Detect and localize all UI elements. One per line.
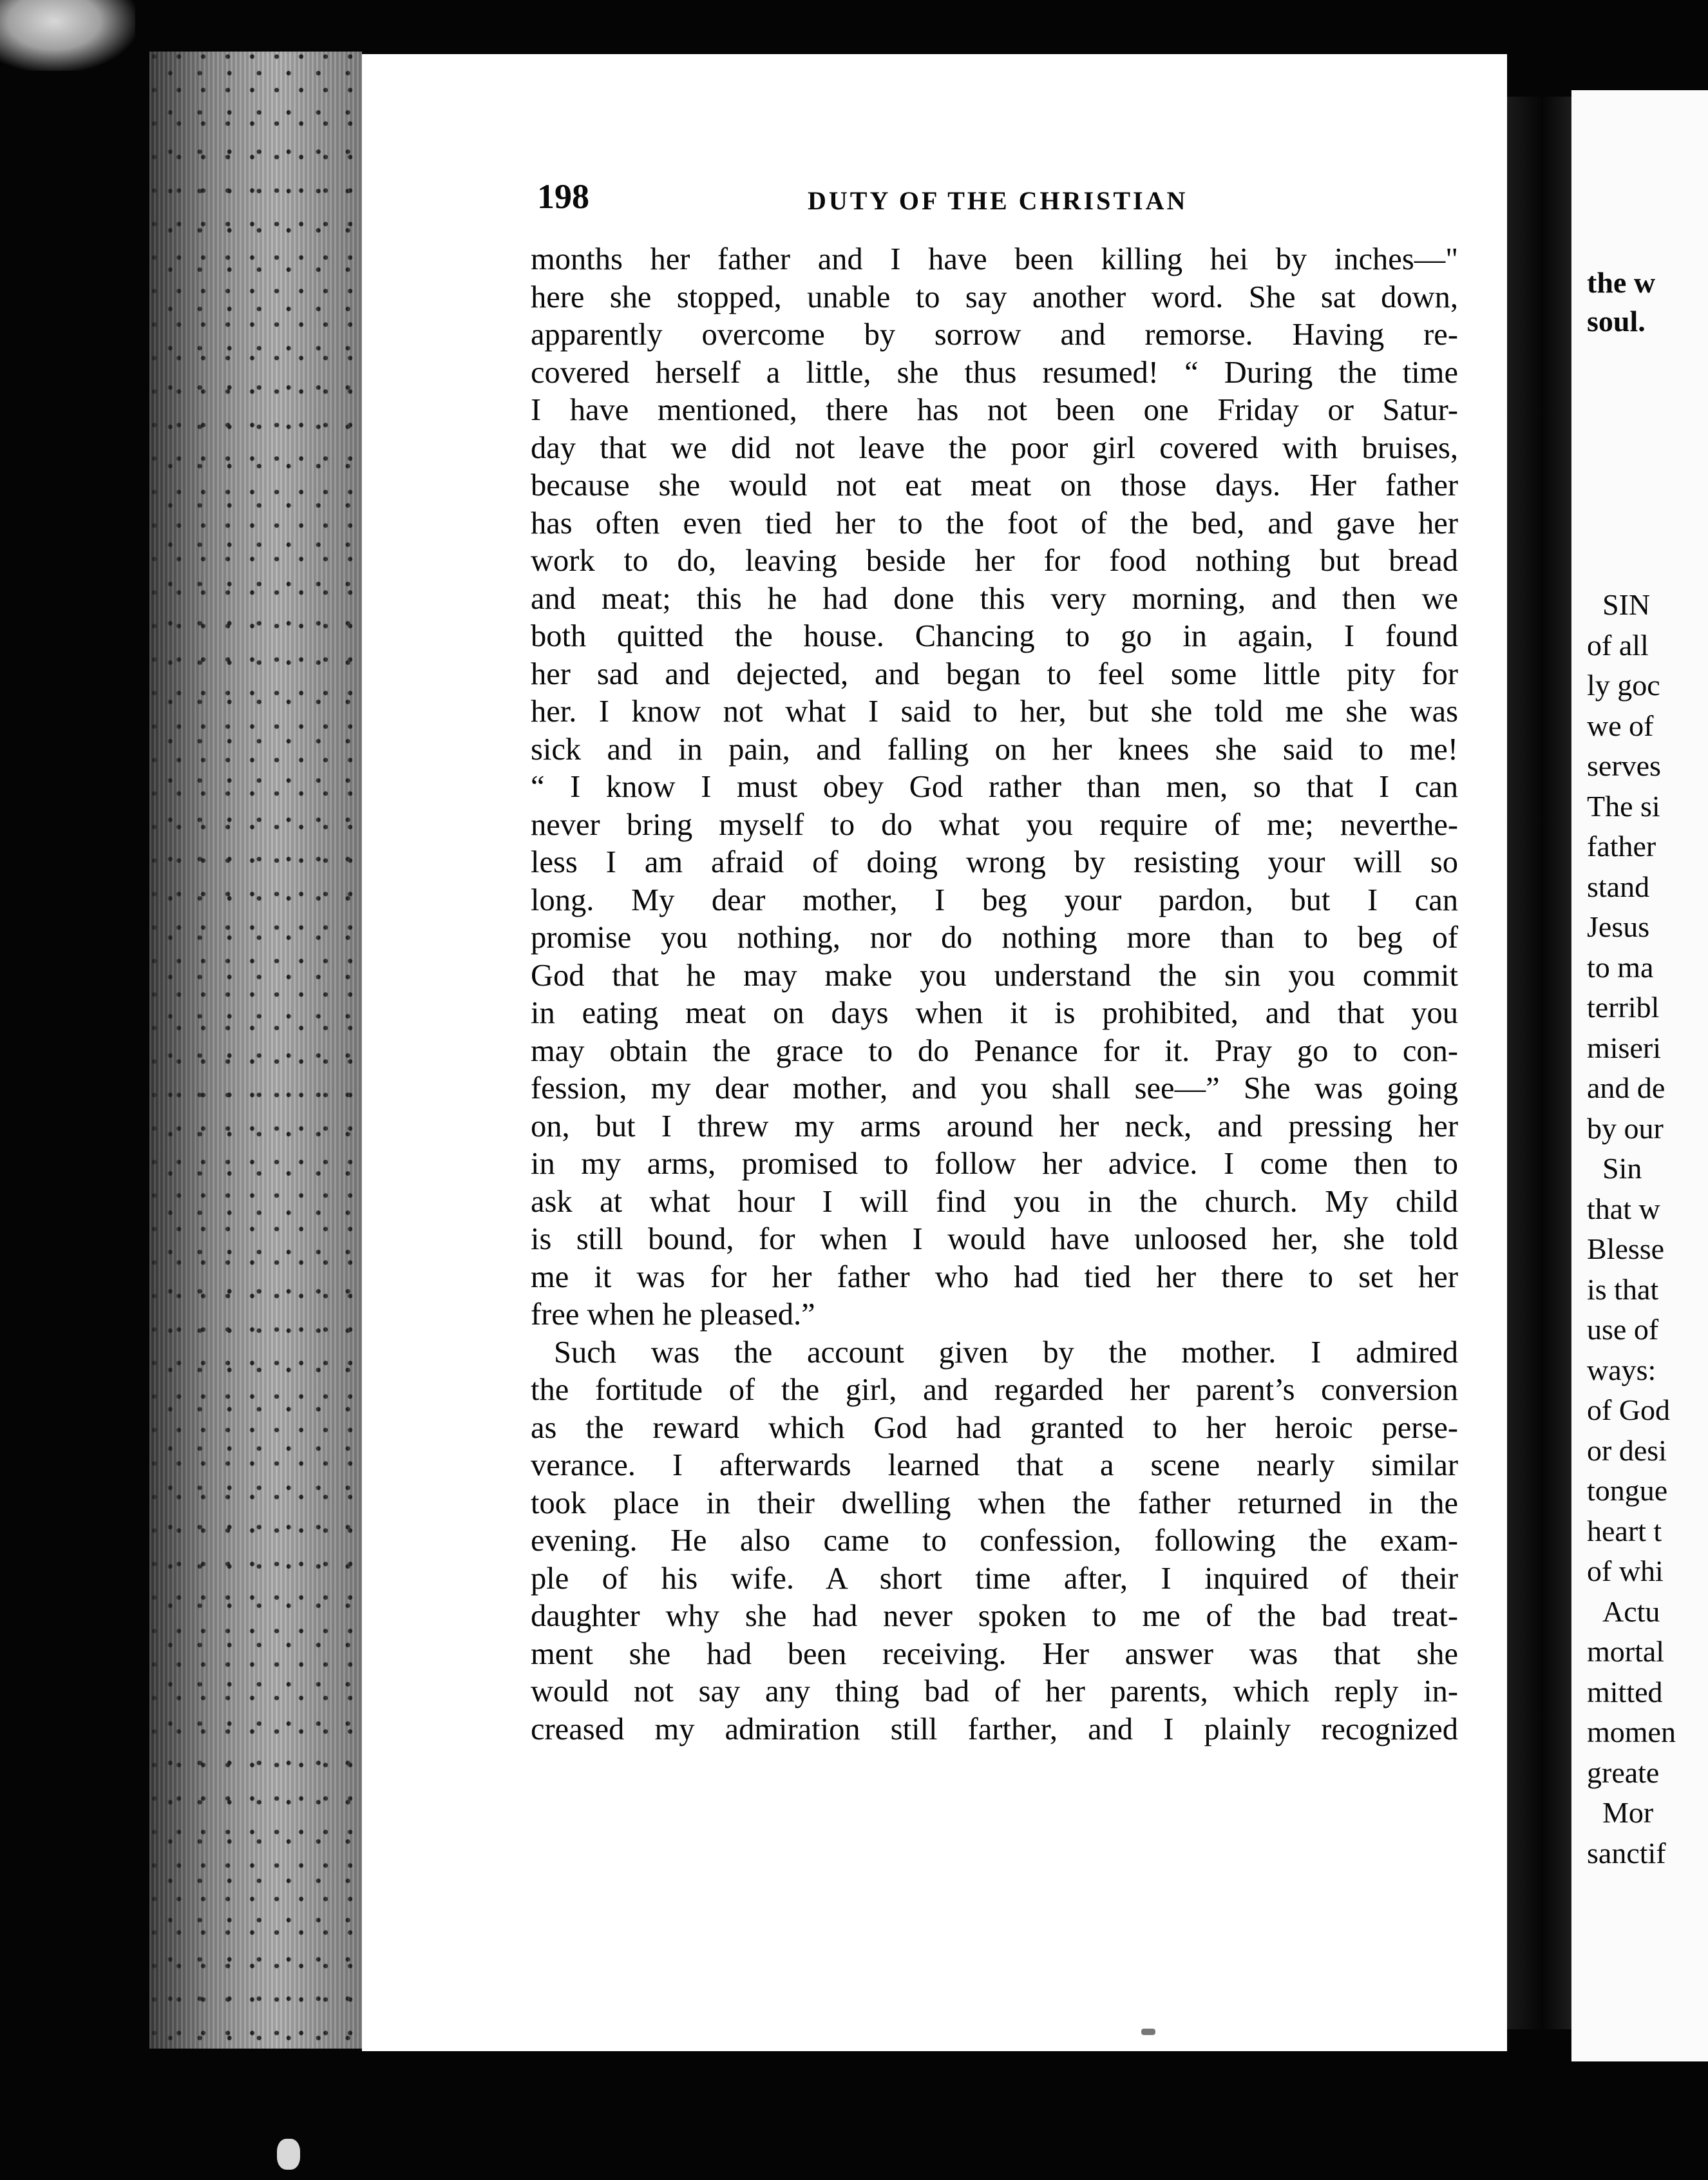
- text-line: promise you nothing, nor do nothing more than to beg of: [531, 921, 1458, 955]
- text-line: God that he may make you understand the sin you commit: [531, 958, 1458, 993]
- text-line: has often even tied her to the foot of the bed, and gave her: [531, 506, 1458, 540]
- text-line: the fortitude of the girl, and regarded her parent’s conversion: [531, 1373, 1458, 1407]
- adjacent-text-fragment: mortal: [1587, 1635, 1665, 1668]
- text-line: is still bound, for when I would have unloosed her, she told: [531, 1222, 1458, 1256]
- text-line: sick and in pain, and falling on her knees she said to me!: [531, 732, 1458, 767]
- adjacent-text-fragment: momen: [1587, 1716, 1676, 1748]
- adjacent-text-fragment: The si: [1587, 789, 1660, 823]
- text-line: me it was for her father who had tied her there to set her: [531, 1259, 1458, 1294]
- page-number: 198: [537, 177, 589, 216]
- adjacent-page-fragment: [1571, 90, 1708, 2061]
- adjacent-text-fragment: tongue: [1587, 1474, 1668, 1507]
- text-line: ask at what hour I will find you in the church. My child: [531, 1184, 1458, 1219]
- adjacent-text-fragment: sanctif: [1587, 1836, 1666, 1869]
- page-header: [537, 177, 1378, 234]
- adjacent-text-fragment: use of: [1587, 1313, 1659, 1346]
- text-line: both quitted the house. Chancing to go in again, I found: [531, 619, 1458, 653]
- text-line: day that we did not leave the poor girl covered with bruises,: [531, 430, 1458, 465]
- adjacent-text-fragment: Mor: [1602, 1796, 1654, 1829]
- text-line: in my arms, promised to follow her advice. I come then to: [531, 1147, 1458, 1181]
- adjacent-text-fragment: or desi: [1587, 1433, 1667, 1467]
- text-line: took place in their dwelling when the father returned in the: [531, 1486, 1458, 1520]
- adjacent-text-fragment: SIN: [1602, 588, 1651, 621]
- text-line: would not say any thing bad of her parents, which reply in-: [531, 1674, 1458, 1708]
- adjacent-text-fragment: mitted: [1587, 1675, 1663, 1708]
- book-spine-shadow: [1507, 97, 1571, 2029]
- text-line: never bring myself to do what you require of me; neverthe-: [531, 807, 1458, 842]
- adjacent-text-fragment: and de: [1587, 1071, 1665, 1104]
- text-line: ple of his wife. A short time after, I inquired of their: [531, 1561, 1458, 1596]
- adjacent-text-fragment: by our: [1587, 1111, 1664, 1145]
- text-line: Such was the account given by the mother. I admired: [554, 1335, 1458, 1370]
- text-line: free when he pleased.”: [531, 1297, 815, 1332]
- adjacent-text-fragment: of whi: [1587, 1554, 1664, 1587]
- adjacent-text-fragment: Jesus: [1587, 910, 1650, 943]
- adjacent-text-fragment: serves: [1587, 749, 1661, 782]
- adjacent-text-fragment: ways:: [1587, 1353, 1656, 1386]
- text-line: here she stopped, unable to say another word. She sat down,: [531, 280, 1458, 314]
- text-line: evening. He also came to confession, following the exam-: [531, 1524, 1458, 1558]
- adjacent-text-fragment: of God: [1587, 1393, 1671, 1426]
- text-line: on, but I threw my arms around her neck, and pressing her: [531, 1109, 1458, 1143]
- adjacent-text-fragment: terribl: [1587, 991, 1660, 1024]
- text-line: as the reward which God had granted to her heroic perse-: [531, 1410, 1458, 1445]
- text-line: work to do, leaving beside her for food nothing but bread: [531, 544, 1458, 578]
- adjacent-text-fragment: we of: [1587, 709, 1654, 742]
- text-line: fession, my dear mother, and you shall see—” She was going: [531, 1071, 1458, 1105]
- text-line: creased my admiration still farther, and I plainly recognized: [531, 1712, 1458, 1746]
- text-line: her. I know not what I said to her, but she told me she was: [531, 694, 1458, 729]
- book-page-198: [362, 54, 1507, 2051]
- adjacent-text-fragment: the w: [1587, 266, 1656, 299]
- text-line: less I am afraid of doing wrong by resisting your will so: [531, 845, 1458, 879]
- adjacent-text-fragment: Sin: [1602, 1152, 1642, 1185]
- book-page-edges: [149, 52, 362, 2049]
- text-line: because she would not eat meat on those days. Her father: [531, 468, 1458, 502]
- text-line: I have mentioned, there has not been one Friday or Satur-: [531, 393, 1458, 427]
- text-line: in eating meat on days when it is prohibited, and that you: [531, 996, 1458, 1030]
- text-line: covered herself a little, she thus resumed! “ During the time: [531, 355, 1458, 390]
- adjacent-text-fragment: ly goc: [1587, 669, 1660, 702]
- adjacent-text-fragment: stand: [1587, 870, 1650, 903]
- text-line: ment she had been receiving. Her answer was that she: [531, 1636, 1458, 1671]
- adjacent-text-fragment: miseri: [1587, 1031, 1661, 1064]
- adjacent-text-fragment: soul.: [1587, 305, 1646, 338]
- adjacent-text-fragment: of all: [1587, 628, 1649, 662]
- text-line: verance. I afterwards learned that a scene nearly similar: [531, 1448, 1458, 1482]
- text-line: long. My dear mother, I beg your pardon, but I can: [531, 883, 1458, 917]
- text-line: months her father and I have been killing hei by inches—": [531, 242, 1458, 276]
- adjacent-text-fragment: that w: [1587, 1192, 1660, 1225]
- printer-mark: [1141, 2029, 1155, 2035]
- adjacent-text-fragment: heart t: [1587, 1514, 1662, 1547]
- running-head: DUTY OF THE CHRISTIAN: [808, 186, 1188, 215]
- text-line: apparently overcome by sorrow and remorse. Having re-: [531, 318, 1458, 352]
- text-line: daughter why she had never spoken to me of the bad treat-: [531, 1599, 1458, 1633]
- body-text: [531, 241, 1458, 1748]
- adjacent-text-fragment: greate: [1587, 1755, 1660, 1789]
- adjacent-text-fragment: Blesse: [1587, 1232, 1665, 1265]
- adjacent-text-fragment: father: [1587, 830, 1656, 863]
- scan-artifact-blob: [277, 2139, 300, 2170]
- text-line: her sad and dejected, and began to feel some little pity for: [531, 656, 1458, 691]
- adjacent-text-fragment: is that: [1587, 1272, 1659, 1306]
- scan-corner-artifact: [0, 0, 135, 71]
- text-line: and meat; this he had done this very morning, and then we: [531, 581, 1458, 616]
- text-line: may obtain the grace to do Penance for it. Pray go to con-: [531, 1033, 1458, 1068]
- text-line: “ I know I must obey God rather than men, so that I can: [531, 770, 1458, 804]
- adjacent-text-fragment: to ma: [1587, 950, 1654, 984]
- adjacent-text-fragment: Actu: [1602, 1594, 1660, 1628]
